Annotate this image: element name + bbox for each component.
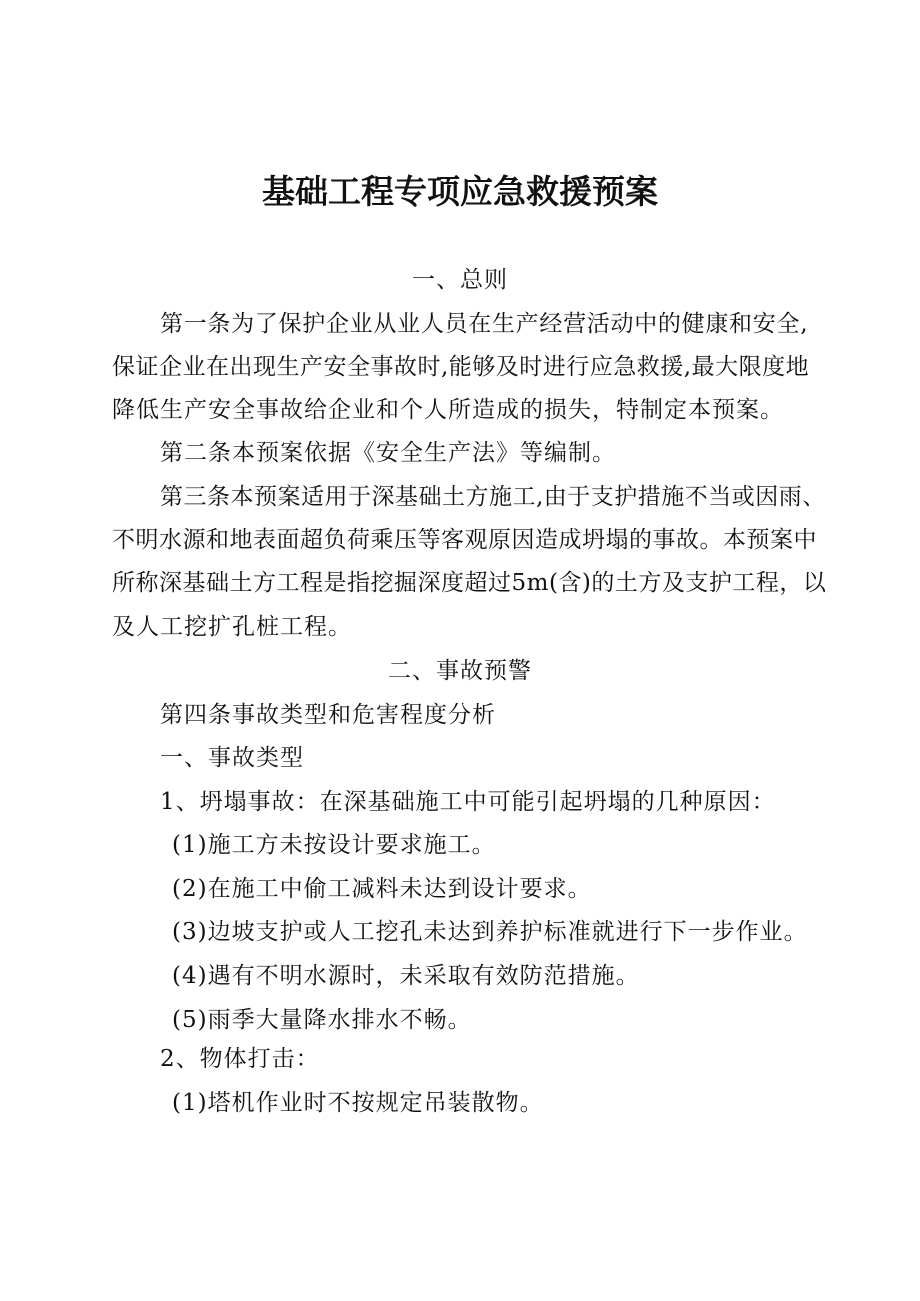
article-1-line-3: 降低生产安全事故给企业和个人所造成的损失，特制定本预案。 bbox=[112, 397, 784, 423]
collapse-reason-1: (1)施工方未按设计要求施工。 bbox=[172, 832, 496, 858]
object-strike-reason-1: (1)塔机作业时不按规定吊装散物。 bbox=[172, 1090, 544, 1116]
article-3-line-3: 所称深基础土方工程是指挖掘深度超过5m(含)的土方及支护工程，以 bbox=[112, 570, 827, 596]
article-4: 第四条事故类型和危害程度分析 bbox=[160, 702, 496, 728]
article-2: 第二条本预案依据《安全生产法》等编制。 bbox=[160, 440, 616, 466]
collapse-reason-5: (5)雨季大量降水排水不畅。 bbox=[172, 1007, 472, 1033]
collapse-reason-4: (4)遇有不明水源时，未采取有效防范措施。 bbox=[172, 963, 640, 989]
item-object-strike: 2、物体打击： bbox=[160, 1046, 320, 1072]
article-3-line-2: 不明水源和地表面超负荷乘压等客观原因造成坍塌的事故。本预案中 bbox=[112, 527, 817, 553]
article-1-line-2: 保证企业在出现生产安全事故时,能够及时进行应急救援,最大限度地 bbox=[112, 354, 810, 380]
article-3-line-1: 第三条本预案适用于深基础土方施工,由于支护措施不当或因雨、 bbox=[160, 484, 826, 510]
section-heading-warning: 二、事故预警 bbox=[388, 658, 532, 684]
collapse-reason-2: (2)在施工中偷工减料未达到设计要求。 bbox=[172, 876, 592, 902]
collapse-reason-3: (3)边坡支护或人工挖孔未达到养护标准就进行下一步作业。 bbox=[172, 919, 808, 945]
subheading-accident-types: 一、事故类型 bbox=[160, 745, 304, 771]
section-heading-general: 一、总则 bbox=[412, 267, 508, 293]
item-collapse-accident: 1、坍塌事故：在深基础施工中可能引起坍塌的几种原因： bbox=[160, 789, 776, 815]
article-3-line-4: 及人工挖扩孔桩工程。 bbox=[112, 614, 352, 640]
article-1-line-1: 第一条为了保护企业从业人员在生产经营活动中的健康和安全, bbox=[160, 311, 808, 337]
document-title: 基础工程专项应急救援预案 bbox=[262, 172, 658, 211]
